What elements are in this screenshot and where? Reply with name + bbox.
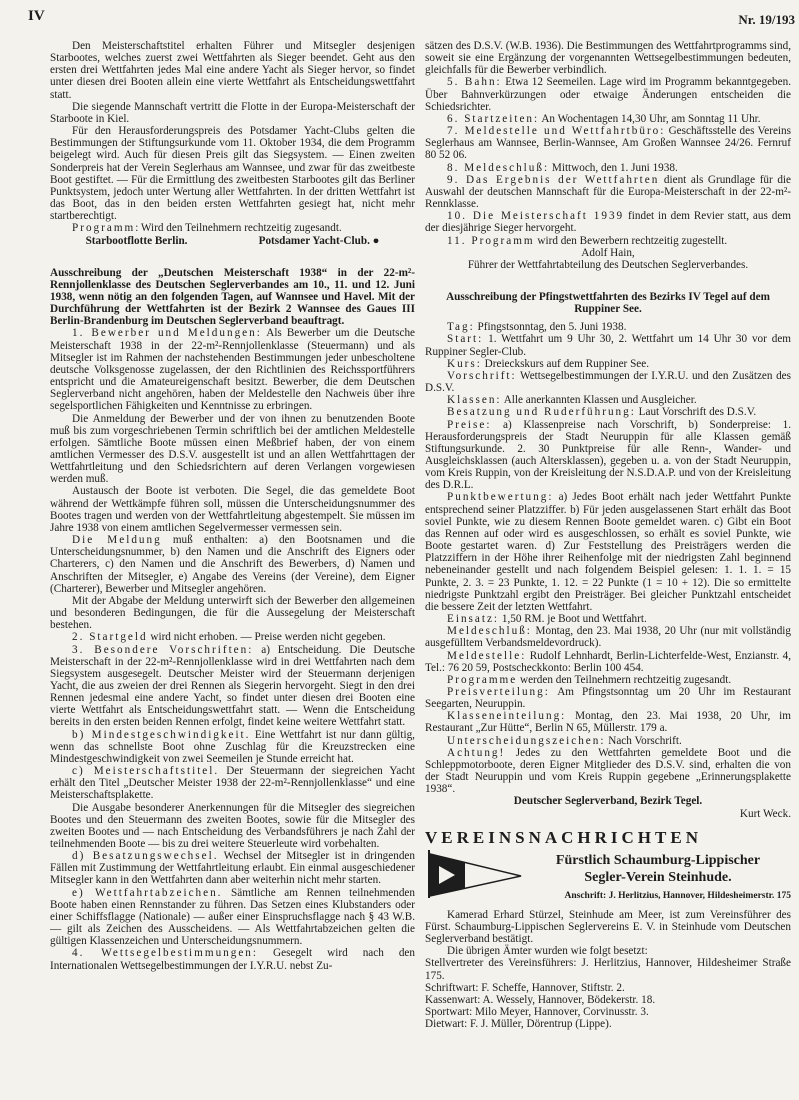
signature-starbootflotte: Starbootflotte Berlin. [85,234,188,247]
section-8: 8. Meldeschluß: Mittwoch, den 1. Juni 1938. [447,161,678,174]
paragraph: Den Meisterschaftstitel erhalten Führer und Mitsegler desjenigen Starbootes, welches zuerst zwei Wettfahrten als Sieger beendet. Geht aus den ersten drei Wettfahrten jedes Mal eine andere Yacht als Sieger hervor, so findet unter diesen drei Booten allein eine vierte Wettfahrt als Entscheidungswettfahrt statt. [50,40,415,101]
section-1-p3: Austausch der Boote ist verboten. Die Segel, die das gemeldete Boot während der Wettkämpfe führen soll, müssen die Unterscheidungsnummer des Bootes tragen und werden von der Wettfahrtleitung abgestempelt. Sie müssen im Jahre 1938 von einem amtlichen Segelvermesser vermessen sein. [50,485,415,534]
section-11: 11. Programm wird den Bewerbern rechtzeitig zugestellt. [447,234,728,247]
programm-line [50,222,415,234]
section-1: 1. Bewerber und Meldungen: Als Bewerber um die Deutsche Meisterschaft 1938 in der 22-m²-Rennjollenklasse (Steuermann) und als Mitsegler ist im Rahmen der nachstehenden Bestimmungen jeder unbescholtene deutsche Volksgenosse zugelassen, der den Richtlinien des Reichssportführers entspricht und die Amateureigenschaft besitzt. Bewerber, die dem Deutschen Seglerverband nicht angehören, haben der Meldestelle den Nachweis über ihre segelsportlichen Fähigkeiten und Kenntnisse zu erbringen. [50,327,415,413]
signature-kurt-weck: Kurt Weck. [739,807,791,820]
programm-label: Programm [72,222,136,235]
section-3c: c) Meisterschaftstitel. Der Steuermann der siegreichen Yacht erhält den Titel „Deutscher Meister 1938 der 22-m²-Rennjollenklasse“ und eine Meisterschaftsplakette. [50,765,415,802]
kurs-line: Kurs: Dreieckskurs auf dem Ruppiner See. [447,357,650,370]
announcement-heading: Ausschreibung der „Deutschen Meisterschaft 1938“ in der 22-m²-Rennjollenklasse des Deutschen Seglerverbandes am 10., 11. und 12. Juni 1938, wenn nötig an den folgenden Tagen, auf Wannsee und Havel. Mit der Durchführung der Wettfahrten ist der Bezirk 2 Wannsee des Gaues III Berlin-Brandenburg im Deutschen Seglerverband beauftragt. [50,266,415,328]
tag-line: Tag: Pfingstsonntag, den 5. Juni 1938. [447,321,627,334]
section-1-p5: Mit der Abgabe der Meldung unterwirft sich der Bewerber den allgemeinen und besonderen Bedingungen, die für die Aussegelung der Meisterschaft bestehen. [50,594,415,632]
signature-name: Adolf Hain, [581,246,635,259]
programm-text: : Wird den Teilnehmern rechtzeitig zugesandt. [135,222,342,235]
section-3b: b) Mindestgeschwindigkeit. Eine Wettfahrt ist nur dann gültig, wenn das schnellste Boot ohne Zuschlag für die Kreuzstrecken eine Mindestgeschwindigkeit von zwei Seemeilen je Stunde erreicht hat. [50,728,415,765]
list-item: Schriftwart: F. Scheffe, Hannover, Stiftstr. 2. [425,981,625,994]
vn-paragraph-1: Kamerad Erhard Stürzel, Steinhude am Meer, ist zum Vereinsführer des Fürst. Schaumburg-Lippischen Seglervereins E. V. in Steinhude vom Deutschen Seglerverband bestätigt. [425,908,791,946]
section-3d: d) Besatzungswechsel. Wechsel der Mitsegler ist in dringenden Fällen mit Zustimmung der Wettfahrtleitung erlaubt. Ein einmal ausgeschiedener Mitsegler kann in den Wettfahrten dann aber weiterhin nicht mehr starten. [50,850,415,887]
section-7: 7. Meldestelle und Wettfahrtbüro: Geschäftsstelle des Vereins Seglerhaus am Wannsee, Berlin-Wannsee, Am Großen Wannsee 24/26. Fernruf 80 52 06. [425,125,791,162]
programme-line: Programme werden den Teilnehmern rechtzeitig zugesandt. [447,673,732,686]
section-5: 5. Bahn: Etwa 12 Seemeilen. Lage wird im Programm bekanntgegeben. Über Bahnverkürzungen oder etwaige Änderungen entscheiden die Schiedsrichter. [425,76,791,113]
paragraph: Die siegende Mannschaft vertritt die Flotte in der Europa-Meisterschaft der Starboote in Kiel. [50,100,415,125]
page-number-left: IV [28,8,45,24]
einsatz-line: Einsatz: 1,50 RM. je Boot und Wettfahrt. [447,613,647,626]
section-1-meldung: Die Meldung muß enthalten: a) den Bootsnamen und die Unterscheidungsnummer, b) den Namen und die Anschrift des Eigners oder Charterers, c) den Namen und die Anschrift des Bewerbers, d) Namen und Anschriften der Mitsegler, e) Angabe des Vereins (der Vereine), dem Eigner (Charterer), Bewerber und Mitsegler angehören. [50,534,415,595]
unterscheidung-line: Unterscheidungszeichen: Nach Vorschrift. [447,734,682,747]
signature-potsdamer-yc: Potsdamer Yacht-Club. ● [258,234,380,247]
officers-list [425,957,791,1030]
club-header [425,848,791,905]
pfingst-heading: Ausschreibung der Pfingstwettfahrten des Bezirks IV Tegel auf dem Ruppiner See. [446,290,770,316]
signature-title: Führer der Wettfahrtabteilung des Deutschen Seglerverbandes. [467,258,749,271]
section-3c-p2: Die Ausgabe besonderer Anerkennungen für die Mitsegler des siegreichen Bootes und den Steuermann des zweiten Bootes, sowie für die Mitsegler des zweiten Bootes und — nach Entscheidung des Verbandsführers je nach Zahl der teilnehmenden Boote — bis zu drei weitere Steuerleute wird vorbehalten. [50,801,415,850]
section-2: 2. Startgeld wird nicht erhoben. — Preise werden nicht gegeben. [72,631,386,644]
paragraph: sätzen des D.S.V. (W.B. 1936). Die Bestimmungen des Wettfahrtprogramms sind, soweit sie eine Ergänzung der vorgenannten Wettsegelbestimmungen bedeuten, gleichfalls für die Bewerber verbindlich. [425,40,791,77]
signature-row [50,235,415,247]
section-6: 6. Startzeiten: An Wochentagen 14,30 Uhr, am Sonntag 11 Uhr. [447,112,761,125]
list-item: Stellvertreter des Vereinsführers: J. Herlitzius, Hannover, Hildesheimer Straße 175. [425,957,791,982]
section-10: 10. Die Meisterschaft 1939 findet in dem Revier statt, aus dem der diesjährige Sieger hervorgeht. [425,210,792,235]
preise-line: Preise: a) Klassenpreise nach Vorschrift, b) Sonderpreise: 1. Herausforderungspreis der Stadt Neuruppin für alle Klassen gemäß Stiftungsurkunde. 2. 30 Punktpreise für alle Renn-, Wander- und Ausgleichsklassen (auch Altersklassen), gegeben u. a. von der Stadt Neuruppin, vom Kreis Ruppin, von der Kreisleitung der N.S.D.A.P. und von der Kreisleitung des D.R.L. [425,418,791,492]
signature-bezirk-tegel: Deutscher Seglerverband, Bezirk Tegel. [513,795,703,808]
section-3e: e) Wettfahrtabzeichen. Sämtliche am Rennen teilnehmenden Boote haben einen Rennstander zu führen. Das Setzen eines Klubstanders oder einer Schiffsflagge (Nationale) — außer einer Einspruchsflagge nach § 43 W.B. — gilt als Zeichen des Ausscheidens. — Als Wettfahrtabzeichen gelten die gültigen Klassenzeichen und Unterscheidungsnummern. [50,886,415,948]
achtung-line: Achtung! Jedes zu den Wettfahrten gemeldete Boot und die Schleppmotorboote, deren Eigner Mitglieder des D.S.V. sind, erhalten die von der Stadt Neuruppin und vom Kreis Ruppin gegebene „Erinnerungsplakette 1938“. [425,746,791,796]
list-item: Kassenwart: A. Wessely, Hannover, Bödekerstr. 18. [425,993,656,1006]
section-3: 3. Besondere Vorschriften: a) Entscheidung. Die Deutsche Meisterschaft in der 22-m²-Rennjollenklasse wird in drei Wettfahrten nach dem Siegsystem ausgesegelt. Deutscher Meister wird der Steuermann derjenigen Yacht, die aus zweien der drei Rennen als Siegerin hervorgeht. Siegt in den drei Rennen jedesmal eine andere Yacht, so findet unter diesen drei Booten eine vierte Wettfahrt als Entscheidungswettfahrt statt. — Wenn die Entscheidung bereits in den ersten beiden Rennen erfolgt, findet keine weitere Wettfahrt statt. [50,643,415,729]
meldestelle-line: Meldestelle: Rudolf Lehnhardt, Berlin-Lichterfelde-West, Enzianstr. 4, Tel.: 76 20 59, Postscheckkonto: Berlin 100 454. [425,649,791,674]
pennant-flag-icon [425,848,525,900]
preisverteilung-line: Preisverteilung: Am Pfingstsonntag um 20 Uhr im Restaurant Seegarten, Neuruppin. [425,685,791,711]
klasseneinteilung-line: Klasseneinteilung: Montag, den 23. Mai 1938, 20 Uhr, im Restaurant „Zur Hütte“, Berlin N 65, Müllerstr. 179 a. [425,710,791,735]
club-address: Anschrift: J. Herlitzius, Hannover, Hildesheimerstr. 175 [564,890,791,901]
paragraph: Für den Herausforderungspreis des Potsdamer Yacht-Clubs gelten die Bestimmungen der Stiftungsurkunde vom 11. Oktober 1934, die dem Programm beigelegt wird. Auch für diesen Preis gilt das Siegsystem. — Einen zweiten Sonderpreis hat der Verein Seglerhaus am Wannsee, und zwar für das zweitbeste Boot gestiftet. — Für die Ermittlung des zweitbesten Starbootes gilt das Berliner Punktsystem, jedoch unter Wertung aller Wettfahrten. In der dritten Wettfahrt ist das Boot, das in den beiden ersten Wettfahrten gesiegt hat, nicht mehr startberechtigt. [50,125,415,223]
vorschrift-line: Vorschrift: Wettsegelbestimmungen der I.Y.R.U. und den Zusätzen des D.S.V. [425,369,791,395]
meldeschluss-line: Meldeschluß: Montag, den 23. Mai 1938, 20 Uhr (nur mit vollständig ausgefülltem Verbandsmeldevordruck). [425,625,791,650]
left-column [50,40,415,972]
page-number-right: Nr. 19/193 [738,12,795,27]
right-column [425,40,791,1030]
section-1-p2: Die Anmeldung der Bewerber und der von ihnen zu benutzenden Boote muß bis zum vorgeschriebenen Termin schriftlich bei der amtlichen Meldestelle erfolgen. Sämtliche Boote müssen einen Meßbrief haben, der von einem amtlichen Vermesser des D.S.V. ausgestellt ist und an allen Wettfahrttagen der Wettfahrtleitung und den Schiedsrichtern auf deren Verlangen vorgewiesen werden muß. [50,412,415,486]
bullet-dot-icon: ● [372,234,380,247]
klassen-line: Klassen: Alle anerkannten Klassen und Ausgleicher. [447,394,697,407]
list-item: Sportwart: Milo Meyer, Hannover, Corvinusstr. 3. [425,1006,649,1019]
vn-paragraph-2: Die übrigen Ämter wurden wie folgt besetzt: [447,945,648,958]
vereinsnachrichten-title: VEREINSNACHRICHTEN [425,827,702,847]
section-9: 9. Das Ergebnis der Wettfahrten dient als Grundlage für die Auswahl der deutschen Mannschaft für die Europa-Meisterschaft in der 22-m²-Rennklasse. [425,173,791,211]
section-4: 4. Wettsegelbestimmungen: Gesegelt wird nach den Internationalen Wettsegelbestimmungen der I.Y.R.U. nebst Zu- [50,947,415,972]
list-item: Dietwart: F. J. Müller, Dörentrup (Lippe). [425,1018,612,1031]
besatzung-line: Besatzung und Ruderführung: Laut Vorschrift des D.S.V. [447,406,757,419]
start-line: Start: 1. Wettfahrt um 9 Uhr 30, 2. Wettfahrt um 14 Uhr 30 vor dem Ruppiner Segler-Club. [425,333,791,358]
club-name: Fürstlich Schaumburg-Lippischer Segler-Verein Steinhude. Anschrift: J. Herlitzius, Hannover, Hildesheimerstr. 175 [525,848,791,905]
punkt-line: Punktbewertung: a) Jedes Boot erhält nach jeder Wettfahrt Punkte entsprechend seiner Platzziffer. b) Für jeden ausgelassenen Start erhält das Boot soviel Punkte, wie zu diesem Rennen Boote gemeldet waren. c) Gibt ein Boot das Rennen auf oder wird es ausgeschlossen, so erhält es soviel Punkte, wie Boote gestartet waren. d) Zur Feststellung des Preisträgers werden die Platzziffern in der Höhe ihrer Reihenfolge mit der niedrigsten Zahl beginnend nebeneinander gestellt und nach folgendem Beispiel gelesen: 1. 1. 1. = 15 Punkte, 2. 3. = 23 Punkte, 1. 12. = 22 Punkte (1 = 10 + 12). Die so ermittelte niedrigste Punktzahl ergibt den Preisträger. Bei gleicher Punktzahl entscheidet die bessere Zeit der letzten Wettfahrt. [425,491,791,613]
